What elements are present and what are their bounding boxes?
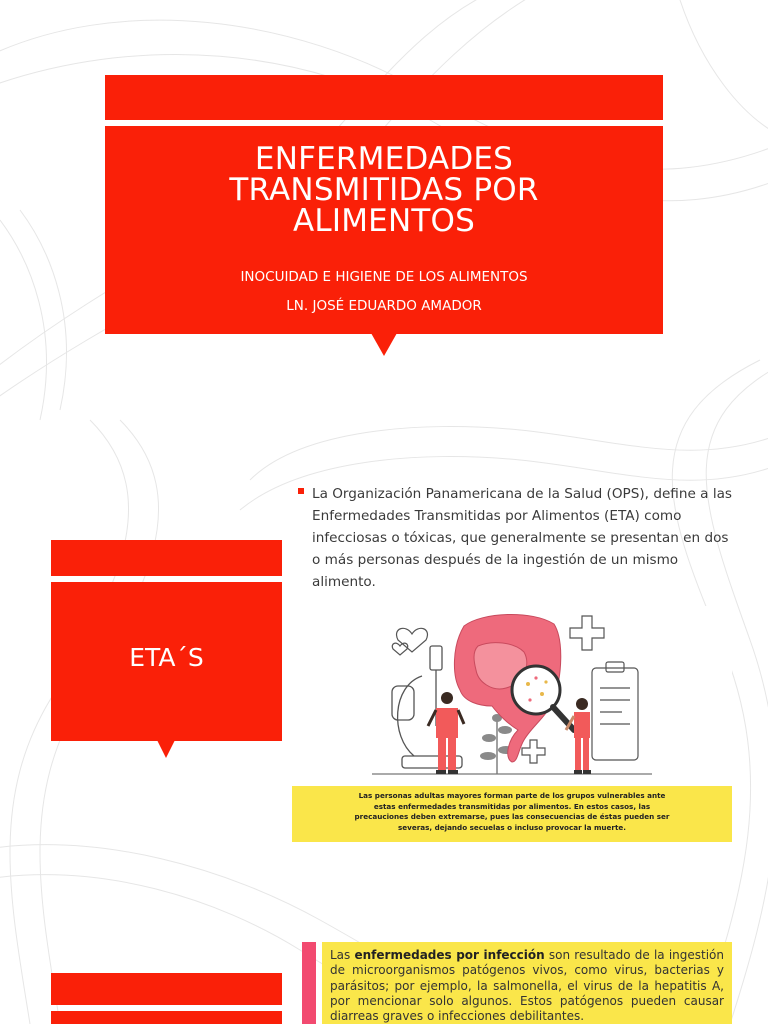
infection-text-bold: enfermedades por infección [354, 948, 545, 962]
eta-title: ETA´S [129, 643, 204, 672]
title-box [105, 126, 663, 334]
infobox-text: Las personas adultas mayores forman parte de los grupos vulnerables ante estas enfermedades transmitidas por alimentos. En estos casos, las precauciones deben extremarse, pues las consecuencias de éstas pueden ser severas, dejando secuelas o incluso provocar la muerte. [354, 791, 670, 832]
pink-accent-bar [302, 942, 316, 1024]
infection-text [330, 948, 724, 1024]
nurse-figure [566, 698, 591, 774]
infection-text-rest: son resultado de la ingestión de microorganismos patógenos vivos, como virus, bacterias y parásitos; por ejemplo, la salmonella, el virus de la hepatitis A, por mencionar solo algunos. Estos patógenos pueden causar diarreas graves o infecciones debilitantes. [330, 948, 724, 1024]
vulnerable-groups-infobox [292, 786, 732, 842]
title-line-3: ALIMENTOS [293, 203, 475, 239]
main-title [105, 141, 663, 239]
eta-top-bar [51, 540, 282, 576]
title-top-bar [105, 75, 663, 120]
illustration [292, 606, 732, 784]
infection-text-lead: Las [330, 948, 355, 962]
author: LN. JOSÉ EDUARDO AMADOR [286, 298, 482, 314]
slide3-title-box [51, 1011, 282, 1024]
eta-pointer [157, 740, 175, 758]
eta-definition-paragraph: La Organización Panamericana de la Salud (OPS), define a las Enfermedades Transmitidas por Alimentos (ETA) como infecciosas o tóxicas, que generalmente se presentan en dos o más personas después de la ingestión de un mismo alimento. [312, 486, 733, 590]
eta-title-box [51, 582, 282, 741]
bullet-marker [298, 488, 304, 494]
doctor-figure [428, 692, 464, 774]
subtitle: INOCUIDAD E HIGIENE DE LOS ALIMENTOS [240, 269, 528, 285]
clipboard-icon [592, 662, 638, 760]
title-line-2: TRANSMITIDAS POR [229, 172, 539, 208]
heart-icon [392, 628, 427, 655]
title-pointer [371, 333, 397, 356]
infection-infobox [322, 942, 732, 1024]
slide3-top-bar [51, 973, 282, 1005]
title-line-1: ENFERMEDADES [254, 141, 514, 177]
